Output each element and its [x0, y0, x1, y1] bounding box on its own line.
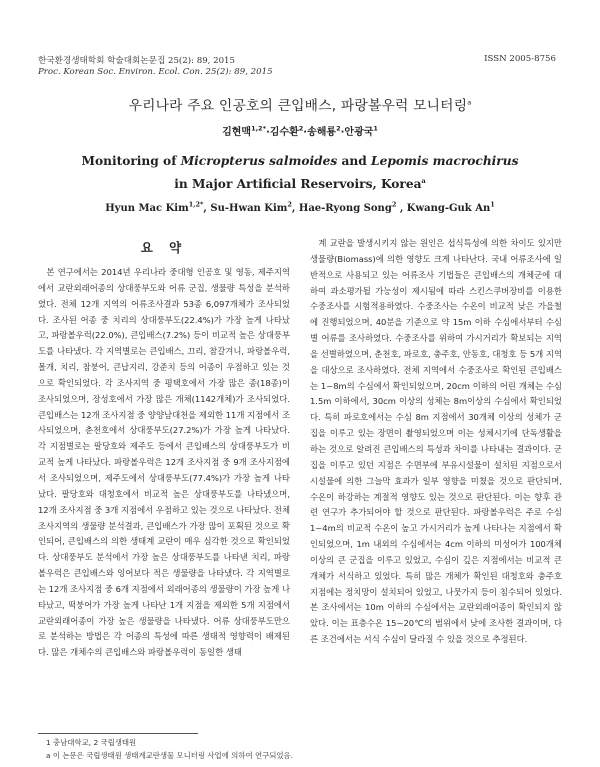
authors-korean	[0, 123, 600, 138]
title-korean-text: 우리나라 주요 인공호의 큰입배스, 파랑볼우럭 모니터링	[128, 98, 468, 114]
authors-english	[0, 200, 600, 214]
author-en-2-sup: 2	[287, 200, 292, 209]
author-ko-2-sup: 2	[298, 124, 304, 133]
author-en-2: , Su-Hwan Kim	[203, 203, 288, 214]
abstract-right-column: 계 교란을 발생시키지 않는 원인은 섭식특성에 의한 차이도 있지만 생물량(Biomass)에 의한 영향도 크게 나타난다. 국내 어류조사에 일반적으로 사용되고 있는 어류조사 기법들은 큰입배스의 개체군에 대하여 과소평가될 가능성이 제시됨에 따라 스킨스쿠버장비를 이용한 수중조사를 시험적용하였다. 수중조사는 수온이 비교적 낮은 가을철에 진행되었으며, 40분을 기준으로 약 15m 이하 수심에서부터 수심별 어류를 조사하였다. 수중조사를 위하여 가시거리가 확보되는 지역을 선별하였으며, 춘천호, 파로호, 충주호, 안동호, 대청호 등 5개 지역을 대상으로 조사하였다. 전체 지역에서 수중조사로 확인된 큰입배스는 1~8m의 수심에서 확인되었으며, 20cm 이하의 어린 개체는 수심 1.5m 이하에서, 30cm 이상의 성체는 8m이상의 수심에서 확인되었다. 특히 파로호에서는 수심 8m 지점에서 30개체 이상의 성체가 군집을 이루고 있는 장면이 촬영되었으며 이는 성체시기에 단독생활을 하는 것으로 알려진 큰입배스의 특성과 차이를 나타내는 결과이다. 군집을 이루고 있던 지점은 수면부에 부유시설물이 설치된 지점으로서 시설물에 의한 그늘막 효과가 일부 영향을 미쳤을 것으로 판단되며, 수온이 하강하는 계절적 영향도 있는 것으로 판단된다. 이는 향후 관련 연구가 추가되어야 할 것으로 판단된다. 파랑볼우럭은 주로 수심 1~4m의 비교적 수온이 높고 가시거리가 높게 나타나는 지점에서 확인되었으며, 1m 내외의 수심에서는 4cm 이하의 미성어가 100개체 이상의 큰 군집을 이루고 있었고, 수심이 깊은 지점에서는 비교적 큰 개체가 서식하고 있었다. 특히 많은 개체가 확인된 대청호와 충주호 지점에는 정치망이 설치되어 있었고, 나뭇가지 등이 침수되어 있었다. 본 조사에서는 10m 이하의 수심에서는 교란외래어종이 확인되지 않았다. 이는 표층수온 15~20℃의 범위에서 낮에 조사한 결과이며, 다른 조건에서는 서식 수심이 달라질 수 있을 것으로 추정된다.	[310, 238, 563, 645]
title-en-species2: Lepomis macrochirus	[371, 154, 519, 168]
title-english	[0, 150, 600, 196]
title-en-part1: Monitoring of	[81, 154, 181, 168]
author-en-3: , Hae-Ryong Song	[291, 203, 392, 214]
title-en-sup: a	[421, 176, 426, 185]
author-en-4-sup: 1	[490, 200, 495, 209]
title-korean-sup: a	[467, 98, 472, 107]
footnote-affiliations: 1 충남대학교, 2 국립생태원	[46, 738, 137, 747]
author-en-1-sup: 1,2*	[188, 200, 204, 209]
author-ko-4-sup: 1	[373, 124, 378, 133]
author-ko-1-sup: 1,2*	[251, 124, 266, 133]
author-ko-2: ·김수환	[265, 127, 299, 138]
footnote-divider	[38, 733, 198, 734]
author-en-3-sup: 2	[391, 200, 397, 209]
title-en-line2: in Major Artificial Reservoirs, Korea	[174, 177, 422, 191]
journal-header-korean: 한국환경생태학회 학술대회논문집 25(2): 89, 2015	[38, 56, 235, 66]
abstract-heading: 요 약	[140, 240, 188, 255]
title-en-part2: and	[337, 154, 372, 168]
author-ko-3-sup: 2	[336, 124, 341, 133]
title-korean	[0, 94, 600, 114]
author-en-1: Hyun Mac Kim	[105, 203, 189, 214]
footnote-funding: a 이 논문은 국립생태원 생태계교란생물 모니터링 사업에 의하여 연구되었음.	[46, 751, 293, 760]
author-ko-1: 김현맥	[222, 127, 252, 138]
issn: ISSN 2005-8756	[484, 54, 556, 64]
author-ko-4: ·안광국	[340, 127, 374, 138]
author-ko-3: ·송해룡	[303, 127, 337, 138]
abstract-left-column: 본 연구에서는 2014년 우리나라 중대형 인공호 및 영동, 제주지역에서 교란외래어종의 상대풍부도와 어류 군집, 생물량 특성을 분석하였다. 전체 12개 지역의 어류조사결과 53종 6,097개체가 조사되었다. 조사된 어종 중 치리의 상대풍부도(22.4%)가 가장 높게 나타났고, 파랑볼우럭(22.0%), 큰입배스(7.2%) 등이 비교적 높은 상대풍부도를 나타냈다. 각 지역별로는 큰입배스, 끄리, 참갈겨니, 파랑볼우럭, 몰개, 치리, 참붕어, 큰납지리, 강준치 등의 어종이 우점하고 있는 것으로 확인되었다. 각 조사지역 중 평택호에서 가장 많은 종(18종)이 조사되었으며, 장성호에서 가장 많은 개체(1142개체)가 조사되었다. 큰입배스는 12개 조사지점 중 양양남대천을 제외한 11개 지점에서 조사되었으며, 춘천호에서 상대풍부도(27.2%)가 가장 높게 나타났다. 각 지점별로는 팔당호와 제주도 등에서 큰입배스의 상대풍부도가 비교적 높게 나타났다. 파랑볼우럭은 12개 조사지점 중 9개 조사지점에서 조사되었으며, 제주도에서 상대풍부도(77.4%)가 가장 높게 나타났다. 팔당호와 대청호에서 비교적 높은 상대풍부도를 나타냈으며, 12개 조사지점 중 3개 지점에서 우점하고 있는 것으로 나타났다. 전체 조사지역의 생물량 분석결과, 큰입배스가 가장 많이 포획된 것으로 확인되어, 큰입배스의 의한 생태계 교란이 매우 심각한 것으로 확인되었다. 상대풍부도 분석에서 가장 높은 상대풍부도를 나타낸 치리, 파랑볼우럭은 큰입배스와 잉어보다 적은 생물량을 나타냈다. 각 지역별로는 12개 조사지점 중 6개 지점에서 외래어종의 생물량이 가장 높게 나타났고, 떡붕어가 가장 높게 나타난 1개 지점을 제외한 5개 지점에서 교란외래어종이 가장 높은 생물량을 나타냈다. 어류 상대풍부도만으로 분석하는 방법은 각 어종의 특성에 따른 생태적 영향력이 배제된다. 많은 개체수의 큰입배스와 파랑볼우럭이 동일한 생태	[38, 267, 291, 658]
journal-header-english: Proc. Korean Soc. Environ. Ecol. Con. 25(2): 89, 2015	[38, 67, 273, 77]
title-en-species1: Micropterus salmoides	[180, 154, 338, 168]
author-en-4: , Kwang-Guk An	[396, 203, 491, 214]
